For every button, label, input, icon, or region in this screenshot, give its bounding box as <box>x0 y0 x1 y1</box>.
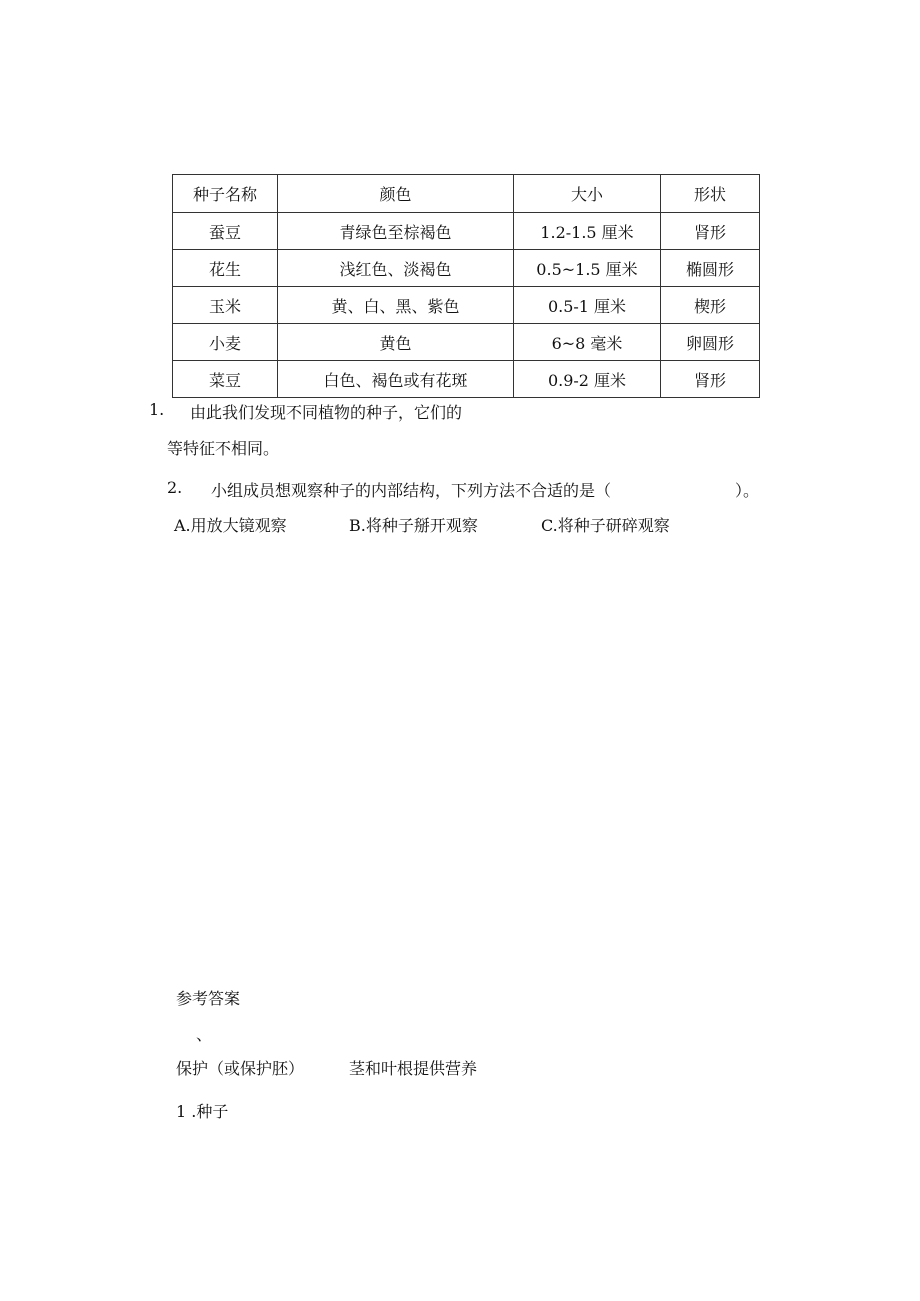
table-cell: 0.5~1.5 厘米 <box>514 250 661 287</box>
header-cell: 颜色 <box>278 175 514 213</box>
question-2-text: 小组成员想观察种子的内部结构，下列方法不合适的是（ <box>211 481 612 500</box>
answers-mark: 、 <box>196 1025 213 1044</box>
table-cell: 0.9-2 厘米 <box>514 361 661 398</box>
option-a: A.用放大镜观察 <box>174 516 287 535</box>
table-cell: 1.2-1.5 厘米 <box>514 213 661 250</box>
table-cell: 肾形 <box>661 213 760 250</box>
table-cell: 蚕豆 <box>173 213 278 250</box>
header-cell: 形状 <box>661 175 760 213</box>
table-header-row <box>173 175 760 213</box>
table-cell: 青绿色至棕褐色 <box>278 213 514 250</box>
table-cell: 0.5-1 厘米 <box>514 287 661 324</box>
table-cell: 白色、褐色或有花斑 <box>278 361 514 398</box>
table-row <box>173 324 760 361</box>
table-cell: 黄、白、黑、紫色 <box>278 287 514 324</box>
header-cell: 大小 <box>514 175 661 213</box>
table-cell: 玉米 <box>173 287 278 324</box>
table-cell: 椭圆形 <box>661 250 760 287</box>
table-cell: 花生 <box>173 250 278 287</box>
answer-line-1b: 茎和叶根提供营养 <box>349 1059 478 1078</box>
question-2-number: 2. <box>167 478 183 497</box>
seed-table <box>172 174 760 398</box>
table-row <box>173 213 760 250</box>
table-cell: 黄色 <box>278 324 514 361</box>
answers-heading: 参考答案 <box>176 989 241 1008</box>
question-1-number: 1. <box>149 400 165 419</box>
table-cell: 浅红色、淡褐色 <box>278 250 514 287</box>
table-cell: 肾形 <box>661 361 760 398</box>
answer-line-1a: 保护（或保护胚） <box>176 1059 305 1078</box>
question-1-continuation: 等特征不相同。 <box>167 439 280 458</box>
table-cell: 小麦 <box>173 324 278 361</box>
option-b: B.将种子掰开观察 <box>349 516 478 535</box>
table-cell: 6~8 毫米 <box>514 324 661 361</box>
table-row <box>173 287 760 324</box>
table-row <box>173 361 760 398</box>
table-cell: 卵圆形 <box>661 324 760 361</box>
option-c: C.将种子研碎观察 <box>541 516 670 535</box>
table-cell: 菜豆 <box>173 361 278 398</box>
question-2-close: ）。 <box>735 481 760 500</box>
table-row <box>173 250 760 287</box>
answer-line-2: 1 .种子 <box>176 1102 229 1121</box>
header-cell: 种子名称 <box>173 175 278 213</box>
table-cell: 楔形 <box>661 287 760 324</box>
question-1-text: 由此我们发现不同植物的种子，它们的 <box>190 403 463 422</box>
